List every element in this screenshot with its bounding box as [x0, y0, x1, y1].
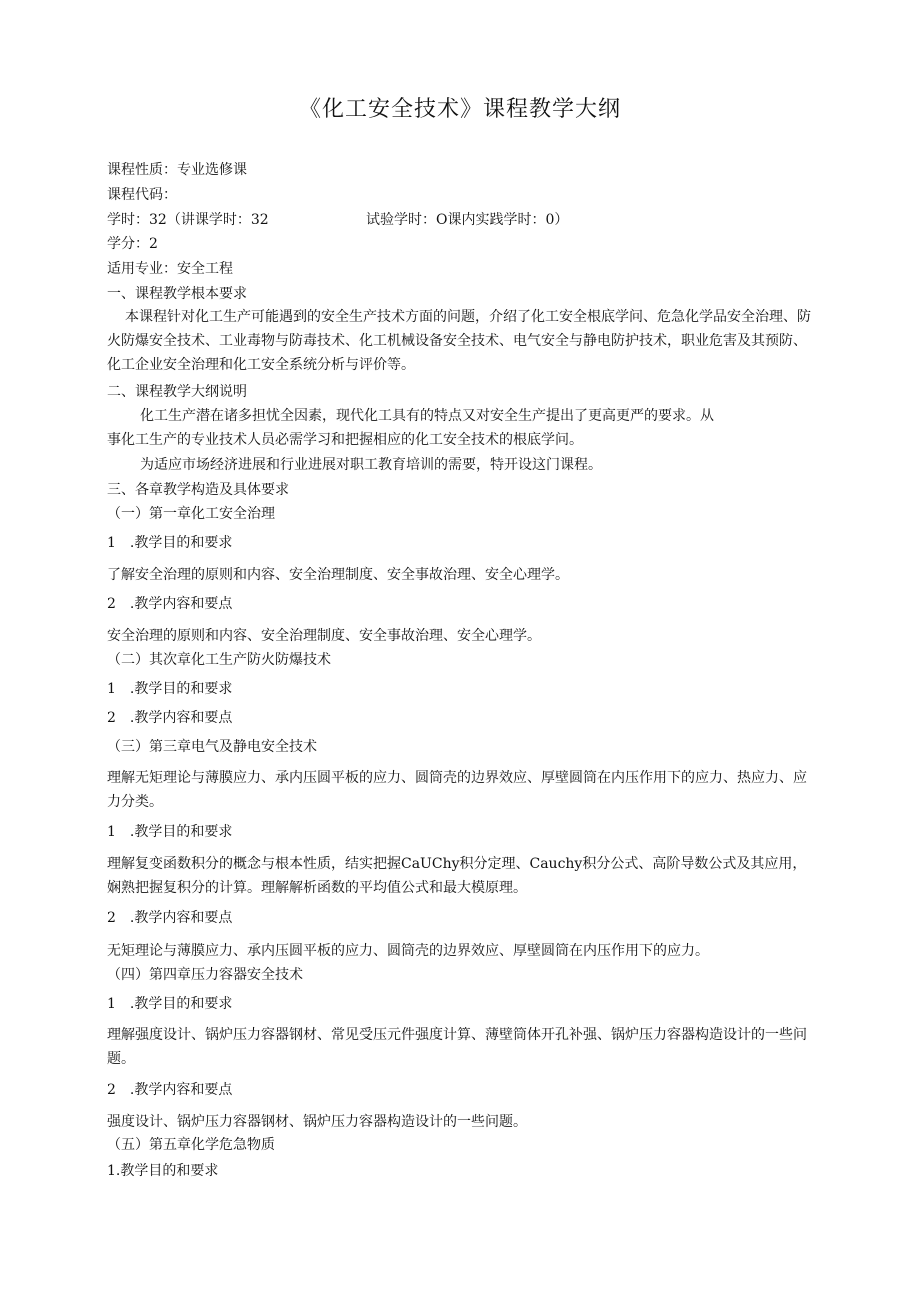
chapter-3-heading: （三）第三章电气及静电安全技术: [107, 739, 317, 755]
section-2-paragraph-1-line-2: 事化工生产的专业技术人员必需学习和把握相应的化工安全技术的根底学问。: [107, 432, 583, 448]
section-2-paragraph-1-line-1: 化工生产潜在诸多担忧全因素，现代化工具有的特点又对安全生产提出了更高更严的要求。从: [140, 408, 714, 424]
chapter-3-objectives-text: 理解复变函数积分的概念与根本性质，结实把握CaUChy积分定理、Cauchy积分公式、高阶导数公式及其应用，娴熟把握复积分的计算。理解解析函数的平均值公式和最大模原理。: [107, 856, 807, 896]
chapter-3-intro: 理解无矩理论与薄膜应力、承内压圆平板的应力、圆筒壳的边界效应、厚壁圆筒在内压作用下的应力、热应力、应力分类。: [107, 770, 807, 810]
section-2-paragraph-2: 为适应市场经济进展和行业进展对职工教育培训的需要，特开设这门课程。: [140, 457, 602, 473]
section-1-body: 本课程针对化工生产可能遇到的安全生产技术方面的问题，介绍了化工安全根底学问、危急化学品安全治理、防火防爆安全技术、工业毒物与防毒技术、化工机械设备安全技术、电气安全与静电防护技术，职业危害及其预防、化工企业安全治理和化工安全系统分析与评价等。: [107, 309, 811, 373]
chapter-4-objectives-label: 1 .教学目的和要求: [107, 996, 233, 1012]
chapter-3-content-text: 无矩理论与薄膜应力、承内压圆平板的应力、圆筒壳的边界效应、厚壁圆筒在内压作用下的应力。: [107, 943, 709, 959]
chapter-4-content-label: 2 .教学内容和要点: [107, 1082, 233, 1098]
chapter-4-heading: （四）第四章压力容器安全技术: [107, 967, 303, 983]
course-hours-lab: 试验学时：O课内实践学时：0）: [366, 212, 569, 228]
course-code: 课程代码：: [107, 187, 177, 203]
chapter-1-content-text: 安全治理的原则和内容、安全治理制度、安全事故治理、安全心理学。: [107, 628, 541, 644]
chapter-2-objectives-label: 1 .教学目的和要求: [107, 681, 233, 697]
course-credits: 学分：2: [107, 236, 158, 252]
chapter-1-content-label: 2 .教学内容和要点: [107, 596, 233, 612]
course-hours-lecture: 学时：32（讲课学时：32: [107, 212, 269, 228]
chapter-1-objectives-text: 了解安全治理的原则和内容、安全治理制度、安全事故治理、安全心理学。: [107, 567, 569, 583]
course-nature: 课程性质：专业选修课: [107, 162, 247, 178]
chapter-3-objectives-label: 1 .教学目的和要求: [107, 824, 233, 840]
chapter-1-objectives-label: 1 .教学目的和要求: [107, 535, 233, 551]
chapter-1-heading: （一）第一章化工安全治理: [107, 506, 275, 522]
chapter-4-objectives-text: 理解强度设计、锅炉压力容器钢材、常见受压元件强度计算、薄壁筒体开孔补强、锅炉压力容器构造设计的一些问题。: [107, 1027, 807, 1067]
document-title: 《化工安全技术》课程教学大纲: [298, 97, 621, 122]
chapter-2-content-label: 2 .教学内容和要点: [107, 710, 233, 726]
applicable-major: 适用专业：安全工程: [107, 261, 233, 277]
chapter-2-heading: （二）其次章化工生产防火防爆技术: [107, 652, 331, 668]
chapter-3-content-label: 2 .教学内容和要点: [107, 910, 233, 926]
chapter-5-heading: （五）第五章化学危急物质: [107, 1137, 275, 1153]
section-heading-2: 二、课程教学大纲说明: [107, 384, 247, 400]
chapter-5-objectives-label: 1.教学目的和要求: [107, 1163, 219, 1179]
section-heading-3: 三、各章教学构造及具体要求: [107, 482, 289, 498]
section-heading-1: 一、课程教学根本要求: [107, 286, 247, 302]
chapter-4-content-text: 强度设计、锅炉压力容器钢材、锅炉压力容器构造设计的一些问题。: [107, 1114, 527, 1130]
